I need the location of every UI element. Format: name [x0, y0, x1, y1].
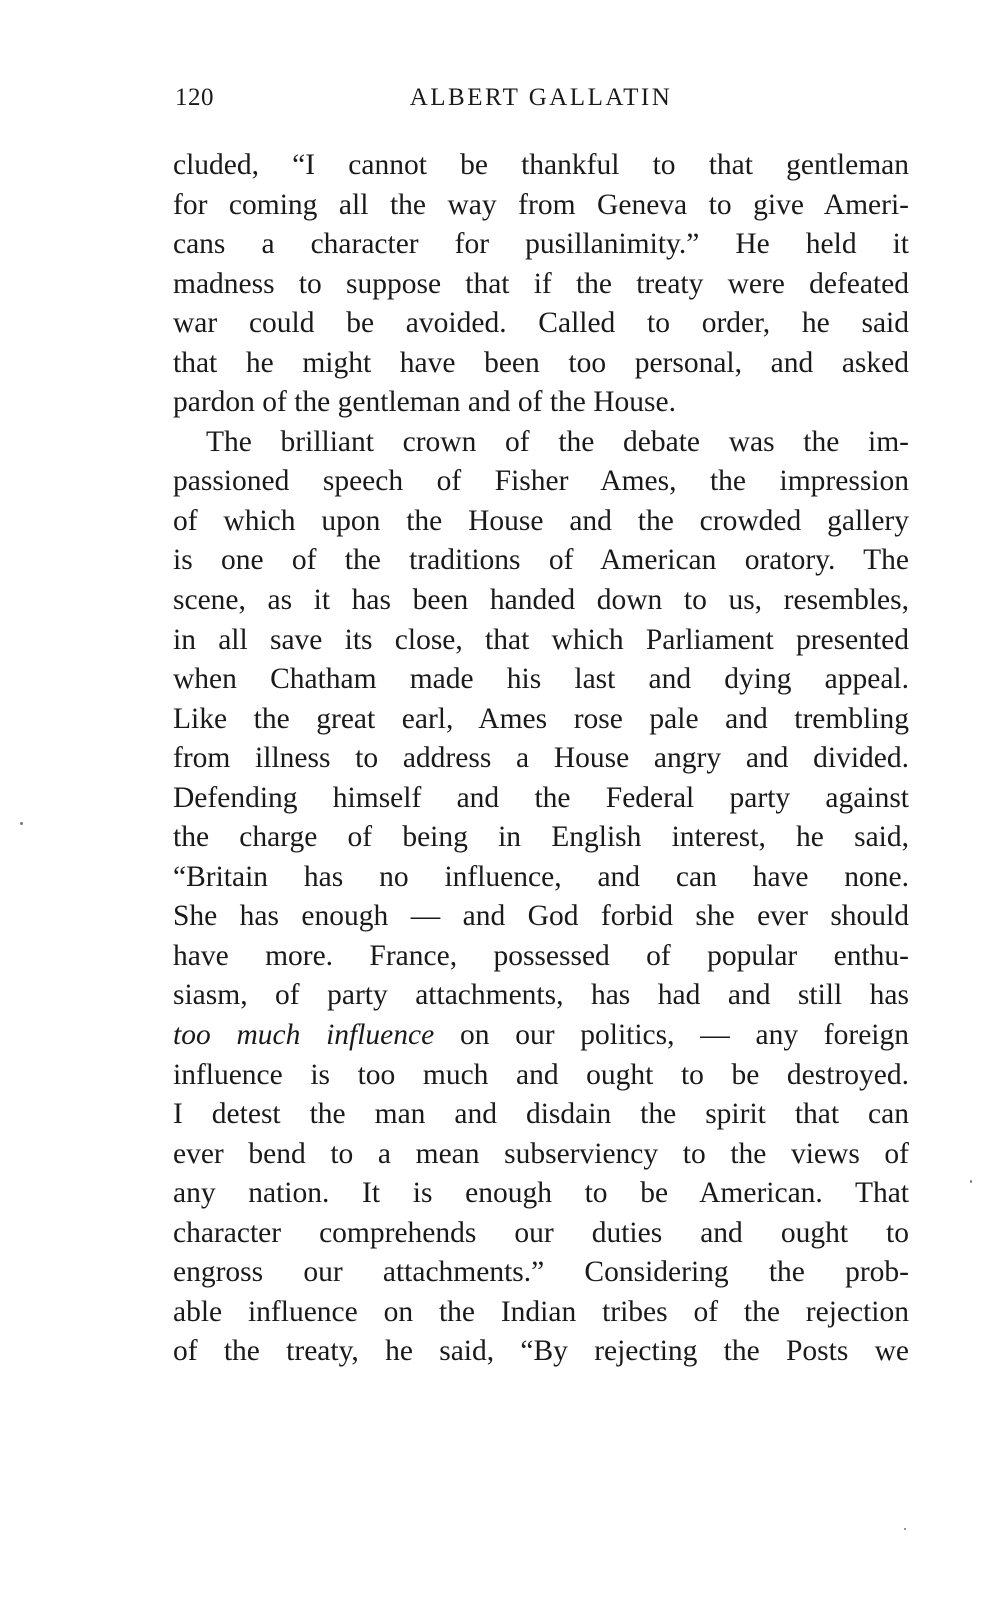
text-line: that he might have been too personal, and asked — [173, 346, 909, 379]
text-line: war could be avoided. Called to order, he said — [173, 307, 909, 340]
text-line: “Britain has no influence, and can have none. — [173, 860, 909, 893]
page-number: 120 — [175, 84, 214, 111]
text-line: madness to suppose that if the treaty were defeated — [173, 267, 909, 300]
text-line: passioned speech of Fisher Ames, the impression — [173, 465, 909, 498]
text-line: cans a character for pusillanimity.” He held it — [173, 228, 909, 261]
text-line: cluded, “I cannot be thankful to that gentleman — [173, 149, 909, 181]
text-line: is one of the traditions of American oratory. The — [173, 544, 909, 577]
text-line-with-italic — [173, 1016, 909, 1056]
text-line: have more. France, possessed of popular enthu- — [173, 939, 909, 972]
text-line: siasm, of party attachments, has had and still has — [173, 979, 909, 1012]
text-line: character comprehends our duties and ought to — [173, 1216, 909, 1249]
text-line: She has enough — and God forbid she ever should — [173, 900, 909, 933]
paragraph-start-line: The brilliant crown of the debate was the im- — [206, 425, 909, 458]
text-line: from illness to address a House angry and divided. — [173, 742, 909, 775]
text-line: Like the great earl, Ames rose pale and trembling — [173, 702, 909, 735]
text-line: able influence on the Indian tribes of the rejection — [173, 1295, 909, 1328]
text-line: Defending himself and the Federal party against — [173, 781, 909, 814]
running-head — [175, 84, 907, 128]
text-line: of the treaty, he said, “By rejecting the Posts we — [173, 1335, 909, 1368]
text-line: for coming all the way from Geneva to give Ameri- — [173, 188, 909, 221]
text-line: the charge of being in English interest, he said, — [173, 821, 909, 854]
paper-speck — [904, 1528, 906, 1530]
text-line: any nation. It is enough to be American. That — [173, 1177, 909, 1210]
paper-speck — [970, 1180, 972, 1183]
text-line: when Chatham made his last and dying appeal. — [173, 663, 909, 696]
text-line: in all save its close, that which Parliament presented — [173, 623, 909, 656]
running-title: ALBERT GALLATIN — [409, 84, 673, 111]
body-text — [173, 146, 909, 1372]
line-remainder: on our politics, — any foreign — [434, 1019, 909, 1052]
text-line: ever bend to a mean subserviency to the views of — [173, 1137, 909, 1170]
text-line: scene, as it has been handed down to us, resembles, — [173, 584, 909, 617]
text-line: I detest the man and disdain the spirit that can — [173, 1098, 909, 1131]
text-line: engross our attachments.” Considering the prob- — [173, 1256, 909, 1289]
paper-speck — [20, 822, 23, 825]
text-line: influence is too much and ought to be destroyed. — [173, 1058, 909, 1091]
text-line: of which upon the House and the crowded gallery — [173, 504, 909, 537]
text-line: pardon of the gentleman and of the House. — [173, 386, 676, 419]
italic-phrase: too much influence — [173, 1019, 435, 1052]
